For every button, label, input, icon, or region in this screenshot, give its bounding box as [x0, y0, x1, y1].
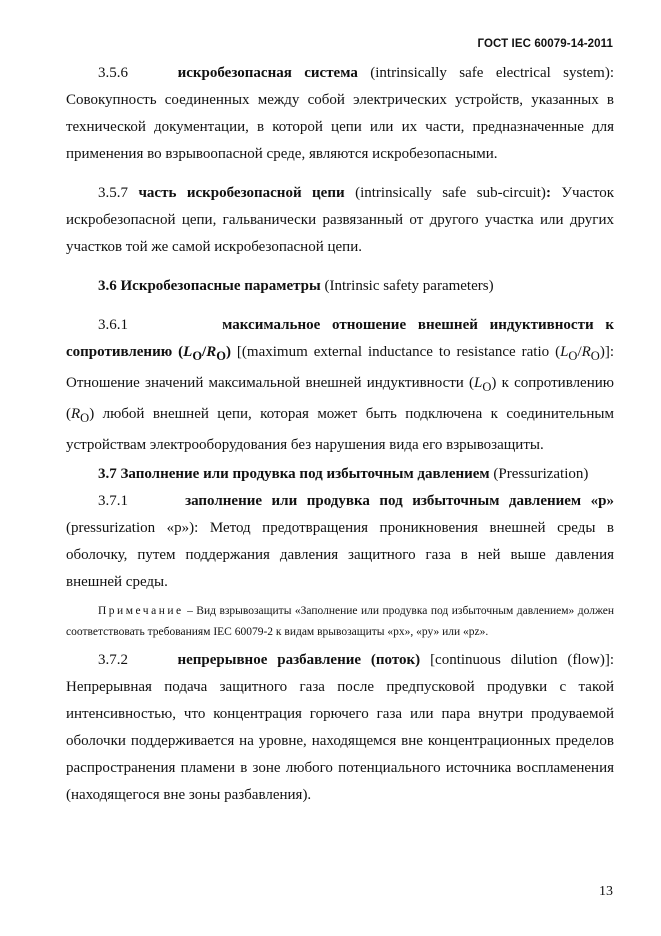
section-number: 3.7.1 — [98, 493, 128, 509]
english-heading: (Intrinsic safety parameters) — [320, 278, 494, 294]
page-number: 13 — [599, 884, 613, 899]
term: искробезопасная система — [177, 65, 358, 81]
definition: Непрерывная подача защитного газа после предпусковой продувки с такой интенсивностью, что концентрация горючего газа или пара внутри продуваемой оболочки поддерживается на уровне, находящемся вне концентрационных пределов распространения пламени в зоне любого потенциального источника воспламенения (находящегося вне зоны разбавления). — [66, 679, 614, 803]
heading: 3.6 Искробезопасные параметры — [98, 278, 321, 294]
section-3-7-heading — [66, 461, 614, 488]
term: заполнение или продувка под избыточным давлением «р» — [185, 493, 614, 509]
definition: Участок искробезопасной цепи, гальванически развязанный от другого участка или других участков той же самой искробезопасной цепи. — [66, 185, 615, 255]
definition: Совокупность соединенных между собой электрических устройств, указанных в технической документации, в которой цепи или их части, предназначенные для применения во взрывоопасной среде, являются искробезопасными. — [66, 92, 614, 162]
term: часть искробезопасной цепи — [138, 185, 345, 201]
english-term: [(maximum external inductance to resistance ratio $(L_O/R_O)$]: — [230, 344, 614, 363]
standard-code-header: ГОСТ IEC 60079-14-2011 — [477, 38, 613, 50]
colon: : — [545, 185, 551, 201]
english-term: (intrinsically safe electrical system): — [357, 65, 615, 81]
section-number: 3.7.2 — [98, 652, 128, 668]
term: непрерывное разбавление (поток) — [177, 652, 421, 668]
note — [66, 601, 614, 643]
definition: Метод предотвращения проникновения внешней среды в оболочку, путем поддержания давления защитного газа в ней выше давления внешней среды. — [66, 520, 614, 590]
section-3-6-heading — [66, 273, 614, 300]
section-3-5-7 — [66, 180, 614, 261]
section-number: 3.6.1 — [98, 317, 128, 333]
heading: 3.7 Заполнение или продувка под избыточным давлением — [98, 466, 490, 482]
section-number: 3.5.7 — [98, 185, 128, 201]
note-label: Примечание — [98, 605, 184, 617]
english-heading: (Pressurization) — [489, 466, 589, 482]
english-term: [continuous dilution (flow)]: — [420, 652, 614, 668]
english-term: (pressurization «р»): — [66, 520, 199, 536]
section-3-6-1 — [66, 312, 614, 459]
section-3-5-6 — [66, 60, 614, 168]
english-term: (intrinsically safe sub-circuit) — [344, 185, 546, 201]
section-3-7-2 — [66, 647, 614, 809]
definition: Отношение значений максимальной внешней индуктивности $(L_O)$ к сопротивлению $(R_O)$ любой внешней цепи, которая может быть подключена к соединительным устройствам электрооборудования без нарушения вида его взрывозащиты. — [66, 375, 614, 453]
section-number: 3.5.6 — [98, 65, 128, 81]
note-text: – Вид взрывозащиты «Заполнение или продувка под избыточным давлением» должен соответствовать требованиям IEC 60079-2 к видам врывозащиты «рх», «ру» или «pz». — [66, 605, 614, 638]
section-3-7-1 — [66, 488, 614, 596]
document-body — [66, 60, 614, 809]
term: максимальное отношение внешней индуктивности к сопротивлению $(L_O/R_O)$ — [66, 317, 614, 363]
